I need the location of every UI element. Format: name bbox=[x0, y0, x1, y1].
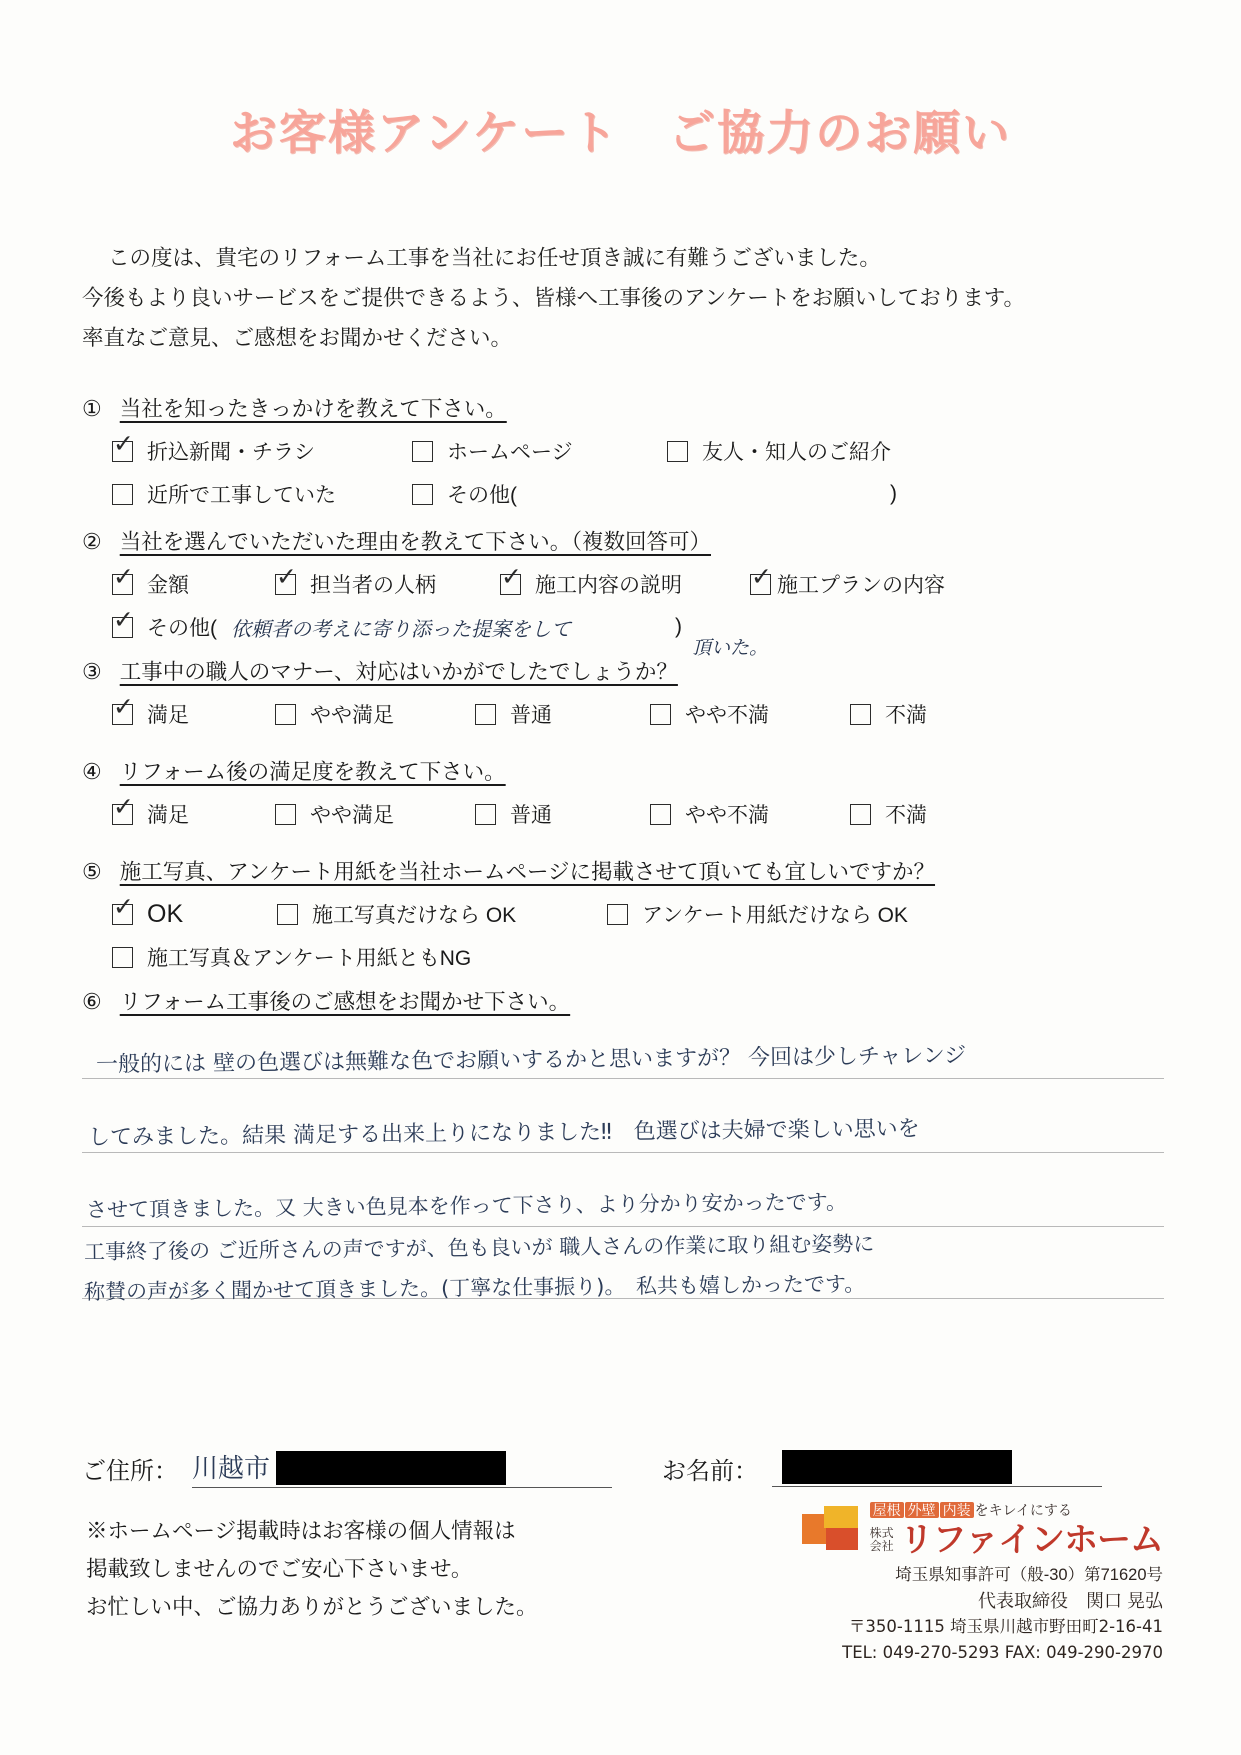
q2-option-price[interactable] bbox=[112, 569, 275, 599]
company-tagline bbox=[870, 1500, 1163, 1520]
q3-option-neutral[interactable] bbox=[475, 699, 650, 729]
company-info bbox=[693, 1562, 1163, 1666]
page-title: お客様アンケート ご協力のお願い bbox=[229, 106, 1012, 161]
checkbox-checked-icon[interactable] bbox=[112, 617, 133, 638]
checkbox-checked-icon[interactable] bbox=[112, 574, 133, 595]
q1-option-referral-label: 友人・知人のご紹介 bbox=[702, 441, 891, 464]
comment-line-5: 称賛の声が多く聞かせて頂きました。(丁寧な仕事振り)。 私共も嬉しかったです。 bbox=[83, 1271, 866, 1305]
q3-option-dissatisfied-label: 不満 bbox=[885, 704, 927, 727]
question-6 bbox=[82, 985, 1172, 1016]
question-2 bbox=[82, 525, 1172, 659]
q2-option-other-label: その他( bbox=[147, 617, 217, 640]
address-value: 川越市 bbox=[192, 1454, 271, 1484]
checkbox-icon[interactable] bbox=[850, 804, 871, 825]
q2-option-other-suffix: ) bbox=[675, 615, 682, 638]
comment-line-1: 一般的には 壁の色選びは無難な色でお願いするかと思いますが？ 今回は少しチャレンジ bbox=[95, 1043, 967, 1078]
checkbox-checked-icon[interactable] bbox=[112, 704, 133, 725]
q4-option-satisfied[interactable] bbox=[112, 799, 275, 829]
q4-option-dissatisfied-label: 不満 bbox=[885, 804, 927, 827]
checkbox-checked-icon[interactable] bbox=[750, 574, 771, 595]
question-3 bbox=[82, 655, 1172, 729]
q2-other-handwritten-2: 頂いた。 bbox=[692, 637, 769, 659]
q5-option-form-only[interactable] bbox=[607, 899, 908, 929]
tagline-part-interior: 内装 bbox=[940, 1502, 974, 1518]
q1-option-other-suffix: ) bbox=[890, 482, 897, 505]
q4-option-somewhat-satisfied-label: やや満足 bbox=[310, 804, 394, 827]
company-contact: TEL: 049-270-5293 FAX: 049-290-2970 bbox=[842, 1643, 1163, 1662]
q2-option-staff[interactable] bbox=[275, 569, 500, 599]
checkbox-icon[interactable] bbox=[475, 704, 496, 725]
checkbox-icon[interactable] bbox=[650, 804, 671, 825]
q1-option-other-label: その他( bbox=[447, 484, 517, 507]
intro-paragraph bbox=[82, 238, 1172, 358]
checkbox-icon[interactable] bbox=[412, 484, 433, 505]
comment-line-4: 工事終了後の ご近所さんの声ですが、色も良いが 職人さんの作業に取り組む姿勢に bbox=[83, 1231, 875, 1265]
checkbox-icon[interactable] bbox=[650, 704, 671, 725]
q1-option-other[interactable] bbox=[412, 479, 897, 509]
checkbox-checked-icon[interactable] bbox=[112, 804, 133, 825]
q5-option-photos-only[interactable] bbox=[277, 899, 607, 929]
comment-line-2: してみました。結果 満足する出来上りになりました‼ 色選びは夫婦で楽しい思いを bbox=[87, 1116, 920, 1151]
question-4 bbox=[82, 755, 1172, 829]
question-2-text: 当社を選んでいただいた理由を教えて下さい。（複数回答可） bbox=[119, 530, 711, 554]
q4-option-somewhat-dissatisfied-label: やや不満 bbox=[685, 804, 769, 827]
q4-option-neutral-label: 普通 bbox=[510, 804, 552, 827]
question-1-text: 当社を知ったきっかけを教えて下さい。 bbox=[119, 397, 507, 421]
question-4-number: ④ bbox=[82, 759, 102, 784]
checkbox-icon[interactable] bbox=[667, 441, 688, 462]
q2-option-plan[interactable] bbox=[750, 569, 945, 599]
q2-option-other[interactable] bbox=[112, 612, 682, 642]
q4-option-somewhat-satisfied[interactable] bbox=[275, 799, 475, 829]
footnote bbox=[86, 1512, 538, 1626]
q4-option-dissatisfied[interactable] bbox=[850, 799, 927, 829]
company-type-line2: 会社 bbox=[869, 1539, 894, 1553]
q3-option-satisfied-label: 満足 bbox=[147, 704, 189, 727]
company-brand-name: リファインホーム bbox=[899, 1520, 1163, 1560]
q2-option-price-label: 金額 bbox=[147, 574, 189, 597]
intro-line-1: この度は、貴宅のリフォーム工事を当社にお任せ頂き誠に有難うございました。 bbox=[108, 246, 881, 270]
company-representative: 代表取締役 関口 晃弘 bbox=[978, 1591, 1163, 1611]
q2-option-staff-label: 担当者の人柄 bbox=[310, 574, 436, 597]
checkbox-icon[interactable] bbox=[475, 804, 496, 825]
q5-option-ok-label: OK bbox=[147, 899, 184, 928]
q5-option-photos-only-label: 施工写真だけなら OK bbox=[312, 904, 517, 927]
tagline-tail: をキレイにする bbox=[974, 1502, 1072, 1518]
q3-option-satisfied[interactable] bbox=[112, 699, 275, 729]
tagline-part-wall: 外壁 bbox=[905, 1502, 939, 1518]
q5-option-form-only-label: アンケート用紙だけなら OK bbox=[642, 904, 908, 927]
comment-rule bbox=[82, 1152, 1164, 1153]
q1-option-flyer-label: 折込新聞・チラシ bbox=[147, 441, 315, 464]
address-redaction bbox=[276, 1451, 506, 1485]
q2-option-explanation-label: 施工内容の説明 bbox=[535, 574, 682, 597]
comment-rule bbox=[82, 1226, 1164, 1227]
checkbox-icon[interactable] bbox=[275, 704, 296, 725]
tagline-part-roof: 屋根 bbox=[870, 1502, 904, 1518]
question-1-number: ① bbox=[82, 396, 102, 421]
question-1 bbox=[82, 392, 1172, 509]
q3-option-somewhat-satisfied-label: やや満足 bbox=[310, 704, 394, 727]
footnote-line-1: ※ホームページ掲載時はお客様の個人情報は bbox=[86, 1519, 516, 1543]
checkbox-checked-icon[interactable] bbox=[112, 441, 133, 462]
question-5 bbox=[82, 855, 1172, 972]
comment-line-3: させて頂きました。又 大きい色見本を作って下さり、より分かり安かったです。 bbox=[85, 1190, 848, 1222]
q4-option-satisfied-label: 満足 bbox=[147, 804, 189, 827]
checkbox-icon[interactable] bbox=[412, 441, 433, 462]
checkbox-icon[interactable] bbox=[850, 704, 871, 725]
q4-option-somewhat-dissatisfied[interactable] bbox=[650, 799, 850, 829]
checkbox-checked-icon[interactable] bbox=[500, 574, 521, 595]
q1-option-homepage-label: ホームページ bbox=[447, 441, 573, 464]
footnote-line-2: 掲載致しませんのでご安心下さいませ。 bbox=[86, 1557, 473, 1581]
comment-area[interactable] bbox=[82, 1040, 1164, 1420]
question-4-text: リフォーム後の満足度を教えて下さい。 bbox=[119, 760, 506, 784]
question-6-number: ⑥ bbox=[82, 989, 102, 1014]
company-logo-icon bbox=[802, 1506, 860, 1552]
q3-option-dissatisfied[interactable] bbox=[850, 699, 927, 729]
q3-option-somewhat-dissatisfied[interactable] bbox=[650, 699, 850, 729]
question-5-text: 施工写真、アンケート用紙を当社ホームページに掲載させて頂いても宜しいですか？ bbox=[119, 860, 936, 884]
address-name-row bbox=[82, 1448, 1172, 1488]
address-label: ご住所： bbox=[82, 1457, 178, 1485]
company-license: 埼玉県知事許可（般-30）第71620号 bbox=[895, 1566, 1163, 1584]
name-label: お名前： bbox=[662, 1457, 758, 1485]
company-type-line1: 株式 bbox=[869, 1526, 894, 1540]
question-3-text: 工事中の職人のマナー、対応はいかがでしたでしょうか？ bbox=[119, 660, 678, 684]
q4-option-neutral[interactable] bbox=[475, 799, 650, 829]
q3-option-somewhat-dissatisfied-label: やや不満 bbox=[685, 704, 769, 727]
comment-rule bbox=[82, 1078, 1164, 1079]
intro-line-3: 率直なご意見、ご感想をお聞かせください。 bbox=[82, 326, 513, 350]
checkbox-icon[interactable] bbox=[112, 484, 133, 505]
company-logo-line bbox=[693, 1500, 1163, 1558]
company-block bbox=[693, 1500, 1163, 1666]
question-5-number: ⑤ bbox=[82, 859, 102, 884]
checkbox-icon[interactable] bbox=[277, 904, 298, 925]
q2-other-handwritten: 依頼者の考えに寄り添った提案をして bbox=[231, 616, 571, 641]
q3-option-somewhat-satisfied[interactable] bbox=[275, 699, 475, 729]
question-6-text: リフォーム工事後のご感想をお聞かせ下さい。 bbox=[119, 990, 571, 1014]
question-2-number: ② bbox=[82, 529, 102, 554]
checkbox-checked-icon[interactable] bbox=[112, 904, 133, 925]
q1-option-homepage[interactable] bbox=[412, 436, 667, 466]
company-type bbox=[870, 1527, 894, 1553]
address-field[interactable] bbox=[192, 1448, 612, 1488]
checkbox-checked-icon[interactable] bbox=[275, 574, 296, 595]
checkbox-icon[interactable] bbox=[607, 904, 628, 925]
q1-option-nearby-label: 近所で工事していた bbox=[147, 484, 336, 507]
q3-option-neutral-label: 普通 bbox=[510, 704, 552, 727]
q1-option-nearby-work[interactable] bbox=[112, 479, 412, 509]
name-field[interactable] bbox=[772, 1450, 1102, 1487]
checkbox-icon[interactable] bbox=[275, 804, 296, 825]
checkbox-icon[interactable] bbox=[112, 947, 133, 968]
q1-option-referral[interactable] bbox=[667, 436, 891, 466]
intro-line-2: 今後もより良いサービスをご提供できるよう、皆様へ工事後のアンケートをお願いしております。 bbox=[82, 286, 1025, 310]
footnote-line-3: お忙しい中、ご協力ありがとうございました。 bbox=[86, 1595, 538, 1619]
q5-option-ok[interactable] bbox=[112, 900, 277, 929]
q5-option-ng[interactable] bbox=[112, 942, 471, 972]
q5-option-ng-label: 施工写真＆アンケート用紙ともNG bbox=[147, 947, 472, 970]
q2-option-explanation[interactable] bbox=[500, 569, 750, 599]
company-address: 〒350-1115 埼玉県川越市野田町2-16-41 bbox=[848, 1617, 1163, 1636]
name-redaction bbox=[782, 1450, 1012, 1484]
q2-option-plan-label: 施工プランの内容 bbox=[777, 574, 945, 597]
q1-option-flyer[interactable] bbox=[112, 436, 412, 466]
question-3-number: ③ bbox=[82, 659, 102, 684]
